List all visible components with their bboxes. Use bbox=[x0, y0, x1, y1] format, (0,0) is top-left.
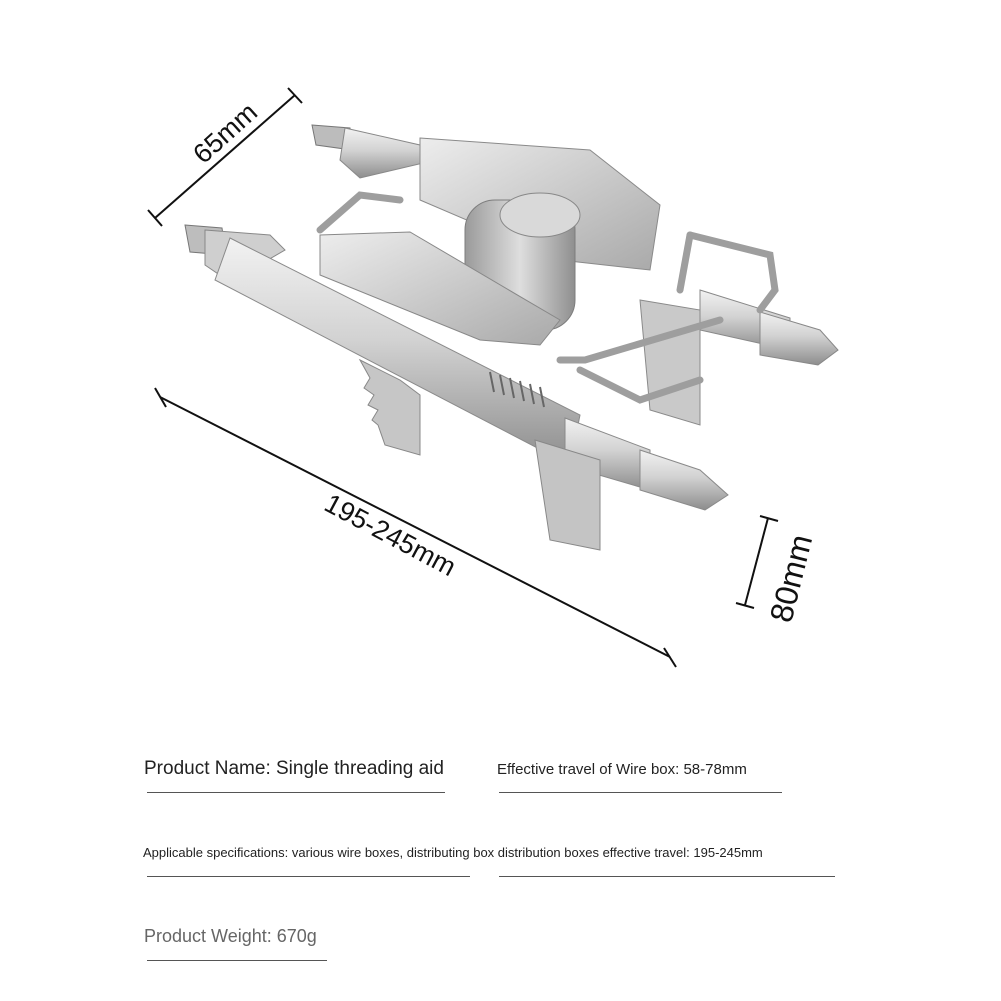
height-dimension-label: 80mm bbox=[762, 530, 820, 626]
applicable-spec-text: Applicable specifications: various wire boxes, distributing box distribution boxes effective travel: 195-245mm bbox=[143, 845, 763, 860]
applicable-spec-rule-right bbox=[499, 876, 835, 877]
product-name-rule bbox=[147, 792, 445, 793]
effective-travel-rule bbox=[499, 792, 782, 793]
product-weight-text: Product Weight: 670g bbox=[144, 926, 317, 946]
applicable-spec-rule-left bbox=[147, 876, 470, 877]
product-weight-rule bbox=[147, 960, 327, 961]
width-dimension-label: 65mm bbox=[187, 96, 264, 170]
effective-travel-text: Effective travel of Wire box: 58-78mm bbox=[497, 761, 747, 778]
front-leg bbox=[535, 440, 600, 550]
product-name-text: Product Name: Single threading aid bbox=[144, 758, 444, 779]
length-dimension-label: 195-245mm bbox=[319, 487, 461, 583]
